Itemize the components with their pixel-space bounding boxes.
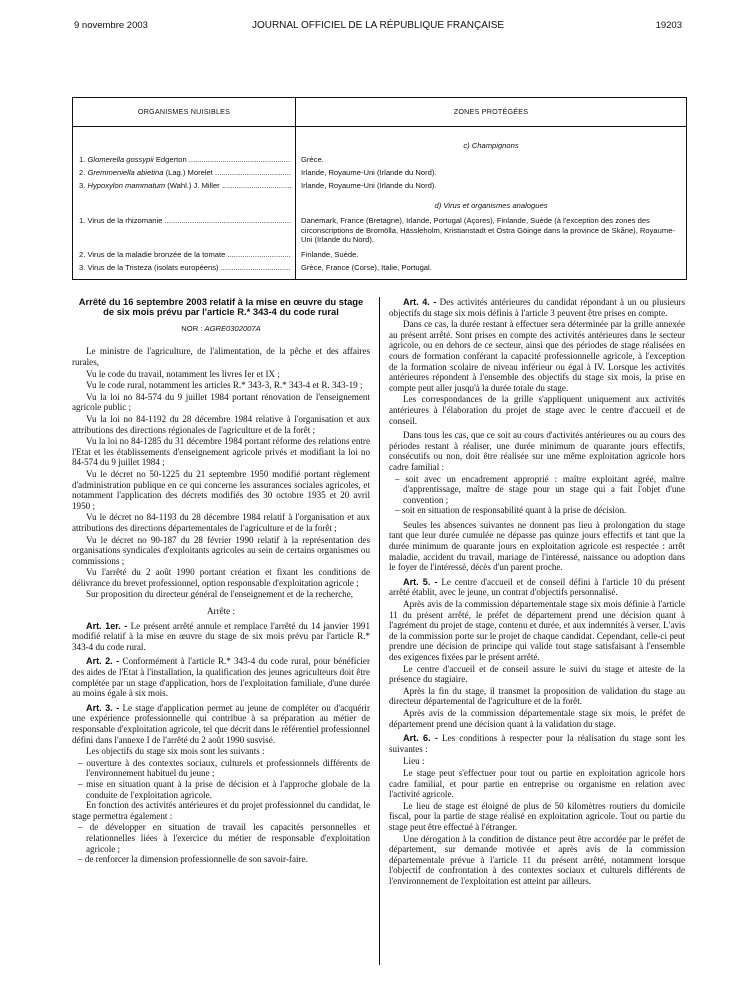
table-section-virus: d) Virus et organismes analogues: [434, 201, 548, 210]
visa-paragraph: Vu le décret no 90-187 du 28 février 1990 relatif à la représentation des organisations syndicales d'exploitants agricoles au sein de certains organismes ou commissions ;: [72, 534, 370, 566]
header-journal-title: JOURNAL OFFICIEL DE LA RÉPUBLIQUE FRANÇAISE: [251, 20, 505, 31]
article-4-paragraph: Dans ce cas, la durée restant à effectuer sera déterminée par la grille annexée au présent arrêté. Sont prises en compte des activités antérieures dans le secteur agricole, ou en dehors de ce secteur, ainsi que des périodes de stage réalisées en cours de formation conférant la capacité professionnelle agricole, à l'exception de la formation scolaire de niveau inférieur ou égal à IV. Lorsque les activités antérieures répondent à l'ensemble des objectifs du stage six mois, la prise en compte peut aller jusqu'à la durée totale du stage.: [389, 319, 685, 393]
right-column: [389, 297, 685, 887]
article-5-paragraph: Après avis de la commission départementale stage six mois, le préfet de département prend une décision quant à la validation du stage.: [389, 707, 685, 729]
table-cell-zone: Irlande, Royaume-Uni (Irlande du Nord).: [301, 168, 437, 177]
article-2: Art. 2. - Conformément à l'article R.* 343-4 du code rural, pour bénéficier des aides de l'Etat à l'installation, la qualification des jeunes agriculteurs doit être complétée par un stage d'application, hors de l'exploitation familiale, d'une durée au moins égale à six mois.: [72, 656, 370, 699]
table-cell-organism: 2. Virus de la maladie bronzée de la tomate .....: [79, 250, 291, 260]
table-cell-organism: 1. Glomerella gossypii Edgerton .....: [79, 155, 291, 165]
visa-paragraph: Vu le décret no 84-1193 du 28 décembre 1984 relatif à l'organisation et aux attributions des directions départementales de l'agriculture et de la forêt ;: [72, 512, 370, 533]
article-1: Art. 1er. - Le présent arrêté annule et remplace l'arrêté du 14 janvier 1991 modifié relatif à la mise en œuvre du stage de six mois prévu par l'article R.* 343-4 du code rural.: [72, 620, 371, 652]
table-cell-zone: Finlande, Suède.: [301, 250, 359, 259]
article-6-paragraph: Une dérogation à la condition de distance peut être accordée par le préfet de département, sur demande motivée et après avis de la commission départementale prévue à l'article 11 du présent arrêté, notamment lorsque l'objectif de confrontation à des contextes sociaux et culturels différents de l'environnement de l'exploitation est atteint par ailleurs.: [389, 833, 685, 886]
table-cell-zone: Grèce, France (Corse), Italie, Portugal.: [301, 263, 432, 272]
list-item: – ouverture à des contextes sociaux, culturels et professionnels différents de l'environnement habituel du jeune ;: [78, 757, 370, 779]
header-page-number: 19203: [655, 20, 682, 31]
table-section-champignons: c) Champignons: [463, 141, 519, 150]
article-4: Art. 4. - Des activités antérieures du candidat répondant à un ou plusieurs objectifs du stage six mois définis à l'article 3 peuvent être prises en compte.: [389, 297, 685, 318]
table-cell-zone: Danemark, France (Bretagne), Irlande, Portugal (Açores), Finlande, Suède (à l'exception des zones des circonscriptions de Bromölla, Hässleholm, Kristianstadt et Östra Göinge dans la province de Skåne), Royaume-Uni (Irlande du Nord).: [301, 216, 675, 245]
arrete-heading: Arrête :: [206, 606, 236, 617]
article-6-paragraph: Le stage peut s'effectuer pour tout ou partie en exploitation agricole hors cadre familial, et pour partie en entreprise ou organisme en relation avec l'activité agricole.: [389, 767, 685, 800]
header-date: 9 novembre 2003: [74, 20, 148, 31]
article-4-paragraph: Seules les absences suivantes ne donnent pas lieu à prolongation du stage tant que leur durée cumulée ne dépasse pas quinze jours effectifs et tant que la durée minimum de quarante jours en exploitation agricole est respectée : arrêt maladie, accident du travail, mariage de l'intéressé, naissance ou adoption dans le foyer de l'intéressé, décès d'un parent proche.: [389, 519, 685, 573]
article-4-paragraph: Les correspondances de la grille s'appliquent uniquement aux activités antérieures à l'élaboration du projet de stage avec le centre d'accueil et de conseil.: [389, 394, 685, 426]
decree-intro: Le ministre de l'agriculture, de l'alimentation, de la pêche et des affaires rurales,: [72, 346, 370, 367]
table-header-zones: ZONES PROTÉGÉES: [453, 107, 529, 116]
list-item: – soit avec un encadrement approprié : maître exploitant agréé, maître d'apprentissage, maître de stage pour un stage qui a fait l'objet d'une convention ;: [395, 473, 685, 505]
visa-paragraph: Vu l'arrêté du 2 août 1990 portant création et fixant les conditions de délivrance du brevet professionnel, option responsable d'exploitation agricole ;: [72, 567, 370, 588]
protected-zones-table: [72, 97, 687, 280]
visa-paragraph: Vu le décret no 50-1225 du 21 septembre 1950 modifié portant règlement d'administration publique en ce qui concerne les assurances sociales agricoles, et notamment l'application des décrets modifiés des 30 octobre 1935 et 20 avril 1950 ;: [72, 468, 370, 511]
visa-paragraph: Vu le code rural, notamment les articles R.* 343-3, R.* 343-4 et R. 343-19 ;: [86, 380, 363, 391]
decree-title: Arrêté du 16 septembre 2003 relatif à la mise en œuvre du stage de six mois prévu par l'article R.* 343-4 du code rural: [78, 296, 364, 318]
list-item: – soit en situation de responsabilité quant à la prise de décision.: [395, 505, 627, 516]
table-cell-organism: 3. Hypoxylon mammatum (Wahl.) J. Miller .....: [79, 181, 291, 191]
table-cell-zone: Grèce.: [301, 155, 324, 164]
visa-paragraph: Sur proposition du directeur général de l'enseignement et de la recherche,: [86, 589, 354, 600]
lieu-heading: Lieu :: [403, 756, 425, 767]
article-3-paragraph: En fonction des activités antérieures et du projet professionnel du candidat, le stage permettra également :: [72, 800, 370, 821]
list-item: – mise en situation quant à la prise de décision et à l'approche globale de la conduite de l'exploitation agricole.: [78, 778, 370, 800]
article-5-paragraph: Après la fin du stage, il transmet la proposition de validation du stage au directeur départemental de l'agriculture et de la forêt.: [389, 685, 685, 707]
table-cell-organism: 2. Gremmeniella abietina (Lag.) Morelet .....: [79, 168, 291, 178]
article-5-paragraph: Après avis de la commission départementale stage six mois définie à l'article 11 du présent arrêté, le préfet de département prend une décision quant à l'agrément du projet de stage, contenu et durée, et aux indemnités à verser. L'avis de la commission porte sur le projet de chaque candidat. Cependant, celle-ci peut prendre une décision de principe qui valide tout stage satisfaisant à l'ensemble des exigences fixées par le présent arrêté.: [389, 599, 685, 662]
nor-reference: NOR : AGRE0302007A: [181, 323, 261, 333]
list-item: – de renforcer la dimension professionnelle de son savoir-faire.: [78, 854, 308, 865]
table-header-organisms: ORGANISMES NUISIBLES: [137, 107, 231, 116]
list-item: – de développer en situation de travail les capacités personnelles et relationnelles liées à l'exercice du métier de responsable d'exploitation agricole ;: [78, 822, 370, 854]
article-3: Art. 3. - Le stage d'application permet au jeune de compléter ou d'acquérir une expérience professionnelle qui contribue à sa préparation au métier de responsable d'exploitation agricole, tel que décrit dans le référentiel professionnel défini dans l'annexe I de l'arrêté du 2 août 1990 susvisé.: [72, 702, 370, 745]
column-divider: [379, 297, 380, 965]
visa-paragraph: Vu le code du travail, notamment les livres Ier et IX ;: [86, 368, 280, 379]
visa-paragraph: Vu la loi no 84-1285 du 31 décembre 1984 portant réforme des relations entre l'Etat et les établissements d'enseignement agricole privés et modifiant la loi no 84-574 du 9 juillet 1984 ;: [72, 436, 370, 468]
running-header: [74, 20, 682, 34]
article-6-paragraph: Le lieu de stage est éloigné de plus de 50 kilomètres routiers du domicile fiscal, pour la partie de stage réalisé en exploitation agricole. Tout ou partie du stage peut être effectué à l'étranger.: [389, 800, 685, 832]
table-cell-organism: 1. Virus de la rhizomanie .....: [79, 216, 291, 226]
article-5: Art. 5. - Le centre d'accueil et de conseil défini à l'article 10 du présent arrêté établit, avec le jeune, un contrat d'objectifs personnalisé.: [389, 576, 685, 598]
table-cell-organism: 3. Virus de la Tristeza (isolats européens) .....: [79, 263, 291, 273]
article-6: Art. 6. - Les conditions à respecter pour la réalisation du stage sont les suivantes :: [389, 733, 685, 754]
table-header-divider: [73, 126, 686, 127]
left-column: [72, 297, 370, 865]
visa-paragraph: Vu la loi no 84-1192 du 28 décembre 1984 relative à l'organisation et aux attributions des directions régionales de l'agriculture et de la forêt ;: [72, 413, 370, 435]
article-5-paragraph: Le centre d'accueil et de conseil assure le suivi du stage et atteste de la présence du stagiaire.: [389, 663, 685, 685]
article-3-paragraph: Les objectifs du stage six mois sont les suivants :: [86, 746, 265, 757]
table-cell-zone: Irlande, Royaume-Uni (Irlande du Nord).: [301, 181, 437, 190]
visa-paragraph: Vu la loi no 84-574 du 9 juillet 1984 portant rénovation de l'enseignement agricole public ;: [72, 391, 370, 413]
article-4-paragraph: Dans tous les cas, que ce soit au cours d'activités antérieures ou au cours des périodes restant à réaliser, une durée minimum de quarante jours effectifs, consécutifs ou non, doit être réalisée sur une même exploitation agricole hors cadre familial :: [389, 430, 685, 472]
